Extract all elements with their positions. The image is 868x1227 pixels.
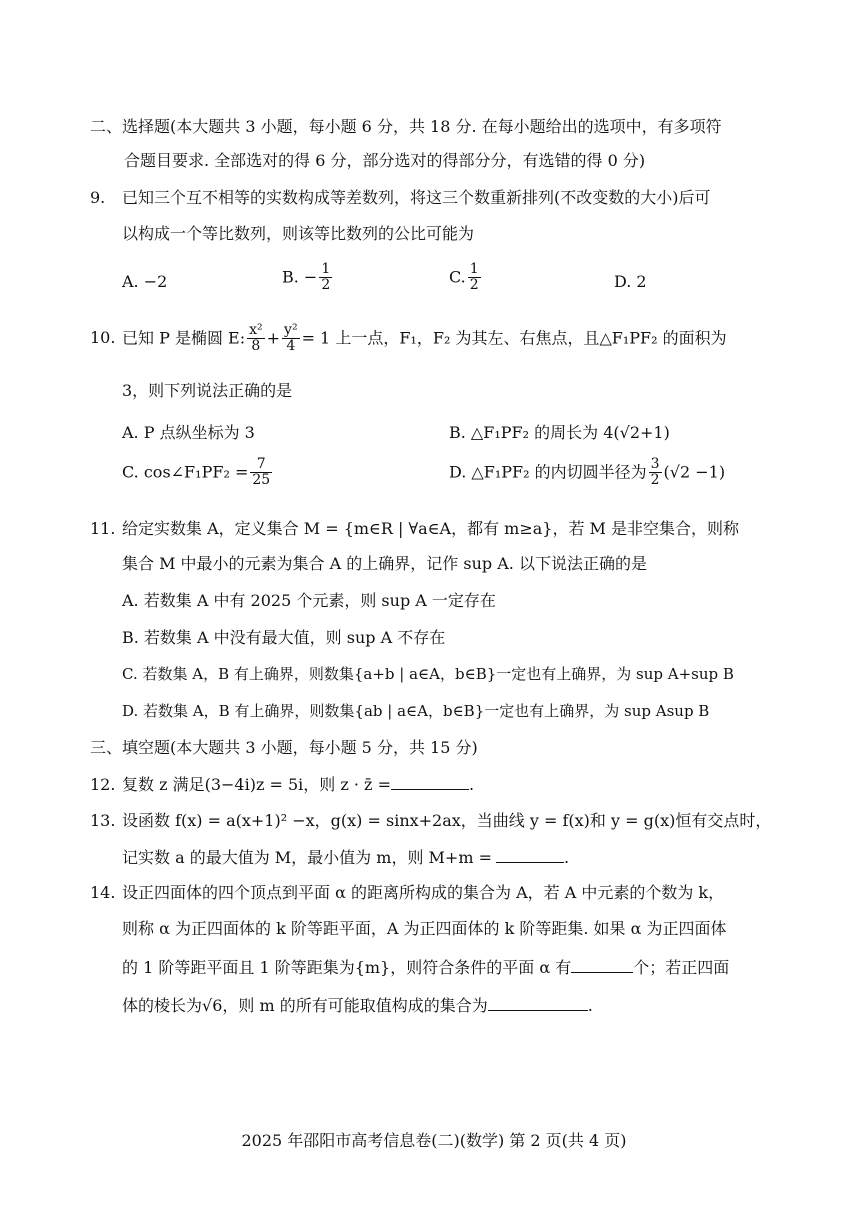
answer-blank[interactable]	[488, 994, 588, 1011]
section2-heading-line1: 二、选择题(本大题共 3 小题，每小题 6 分，共 18 分. 在每小题给出的选项中，有多项符	[90, 117, 722, 136]
q9-option-a: A. −2	[122, 272, 168, 291]
question-text: 设函数 f(x) = a(x+1)² −x，g(x) = sinx+2ax，当曲线 y = f(x)和 y = g(x)恒有交点时，	[122, 811, 772, 830]
question-14-line1	[90, 882, 724, 904]
fraction	[649, 457, 662, 488]
question-13-line1	[90, 810, 771, 832]
q11-option-d: D. 若数集 A，B 有上确界，则数集{ab | a∈A，b∈B}一定也有上确界，为 sup Asup B	[122, 702, 710, 720]
end-period: .	[468, 775, 475, 794]
fraction-numerator: 7	[256, 456, 266, 472]
question-number: 12.	[90, 775, 116, 794]
end-period: .	[587, 996, 593, 1015]
fraction-denominator: 2	[650, 472, 660, 488]
question-text: 给定实数集 A，定义集合 M = {m∈R | ∀a∈A，都有 m≥a}，若 M 是非空集合，则称	[122, 519, 740, 538]
q11-option-b: B. 若数集 A 中没有最大值，则 sup A 不存在	[122, 628, 446, 647]
question-number: 10.	[90, 328, 116, 347]
question-text: 复数 z 满足(3−4i)z = 5i，则 z · z̄ =	[122, 775, 391, 794]
question-text: = 1 上一点，F₁，F₂ 为其左、右焦点，且△F₁PF₂ 的面积为	[301, 328, 727, 348]
fraction	[468, 262, 481, 293]
question-number: 14.	[90, 883, 116, 902]
answer-blank[interactable]	[571, 956, 633, 973]
question-text: 的 1 阶等距平面且 1 阶等距集为{m}，则符合条件的平面 α 有	[122, 958, 572, 977]
page-footer: 2025 年邵阳市高考信息卷(二)(数学) 第 2 页(共 4 页)	[241, 1131, 627, 1150]
question-9-line1	[90, 187, 711, 209]
fraction-denominator: 2	[321, 277, 331, 293]
q9-option-c	[449, 262, 483, 293]
fraction-y-over-4	[282, 323, 300, 354]
question-text: 设正四面体的四个顶点到平面 α 的距离所构成的集合为 A，若 A 中元素的个数为 k，	[122, 883, 725, 902]
fraction-denominator: 25	[252, 472, 271, 488]
fraction-numerator: 1	[321, 261, 331, 277]
question-11-line2: 集合 M 中最小的元素为集合 A 的上确界，记作 sup A. 以下说法正确的是	[122, 554, 647, 573]
question-14-line4	[122, 994, 593, 1017]
fraction-numerator: y²	[284, 322, 298, 338]
answer-blank[interactable]	[496, 846, 564, 863]
fraction-numerator: 1	[469, 261, 479, 277]
fraction	[250, 457, 272, 488]
question-12	[90, 773, 474, 796]
question-14-line2: 则称 α 为正四面体的 k 阶等距平面，A 为正四面体的 k 阶等距集. 如果 α 为正四面体	[122, 919, 727, 938]
question-11-line1	[90, 518, 739, 540]
q10-option-c	[122, 457, 274, 488]
option-label: C. cos∠F₁PF₂ =	[122, 462, 249, 482]
q9-option-d: D. 2	[614, 272, 647, 291]
question-13-line2	[122, 846, 569, 869]
question-9-line2: 以构成一个等比数列，则该等比数列的公比可能为	[122, 224, 475, 243]
fraction-numerator: 3	[650, 456, 660, 472]
q10-option-d	[449, 457, 725, 488]
section2-heading-line2: 合题目要求. 全部选对的得 6 分，部分选对的得部分分，有选错的得 0 分)	[124, 151, 646, 170]
question-number: 9.	[90, 188, 106, 207]
fraction-denominator: 8	[247, 338, 265, 354]
fraction	[319, 262, 332, 293]
option-tail: (√2 −1)	[663, 462, 726, 482]
q10-option-a: A. P 点纵坐标为 3	[122, 423, 255, 442]
q11-option-c: C. 若数集 A，B 有上确界，则数集{a+b | a∈A，b∈B}一定也有上确界，为 sup A+sup B	[122, 665, 734, 683]
question-number: 11.	[90, 519, 116, 538]
option-label: C.	[449, 267, 466, 287]
question-number: 13.	[90, 811, 116, 830]
end-period: .	[563, 848, 570, 867]
question-text: 个；若正四面	[633, 958, 730, 977]
fraction-numerator: x²	[249, 322, 263, 338]
answer-blank[interactable]	[391, 773, 469, 790]
option-label: B. −	[282, 267, 318, 287]
question-10-line2: 3，则下列说法正确的是	[122, 381, 293, 400]
q10-option-b: B. △F₁PF₂ 的周长为 4(√2+1)	[449, 423, 670, 442]
q9-option-b	[282, 262, 334, 293]
question-text: 记实数 a 的最大值为 M，最小值为 m，则 M+m =	[122, 848, 492, 867]
question-10-line1	[90, 323, 727, 354]
fraction-x-over-8	[247, 323, 265, 354]
question-text: 已知三个互不相等的实数构成等差数列，将这三个数重新排列(不改变数的大小)后可	[122, 188, 711, 207]
question-14-line3	[122, 956, 729, 979]
fraction-denominator: 4	[282, 338, 300, 354]
q11-option-a: A. 若数集 A 中有 2025 个元素，则 sup A 一定存在	[122, 591, 496, 610]
fraction-denominator: 2	[469, 277, 479, 293]
plus-sign: +	[266, 328, 281, 348]
option-label: D. △F₁PF₂ 的内切圆半径为	[449, 462, 647, 482]
question-text: 已知 P 是椭圆 E:	[122, 328, 246, 348]
question-text: 体的棱长为√6，则 m 的所有可能取值构成的集合为	[122, 996, 488, 1015]
section3-heading: 三、填空题(本大题共 3 小题，每小题 5 分，共 15 分)	[90, 738, 478, 757]
